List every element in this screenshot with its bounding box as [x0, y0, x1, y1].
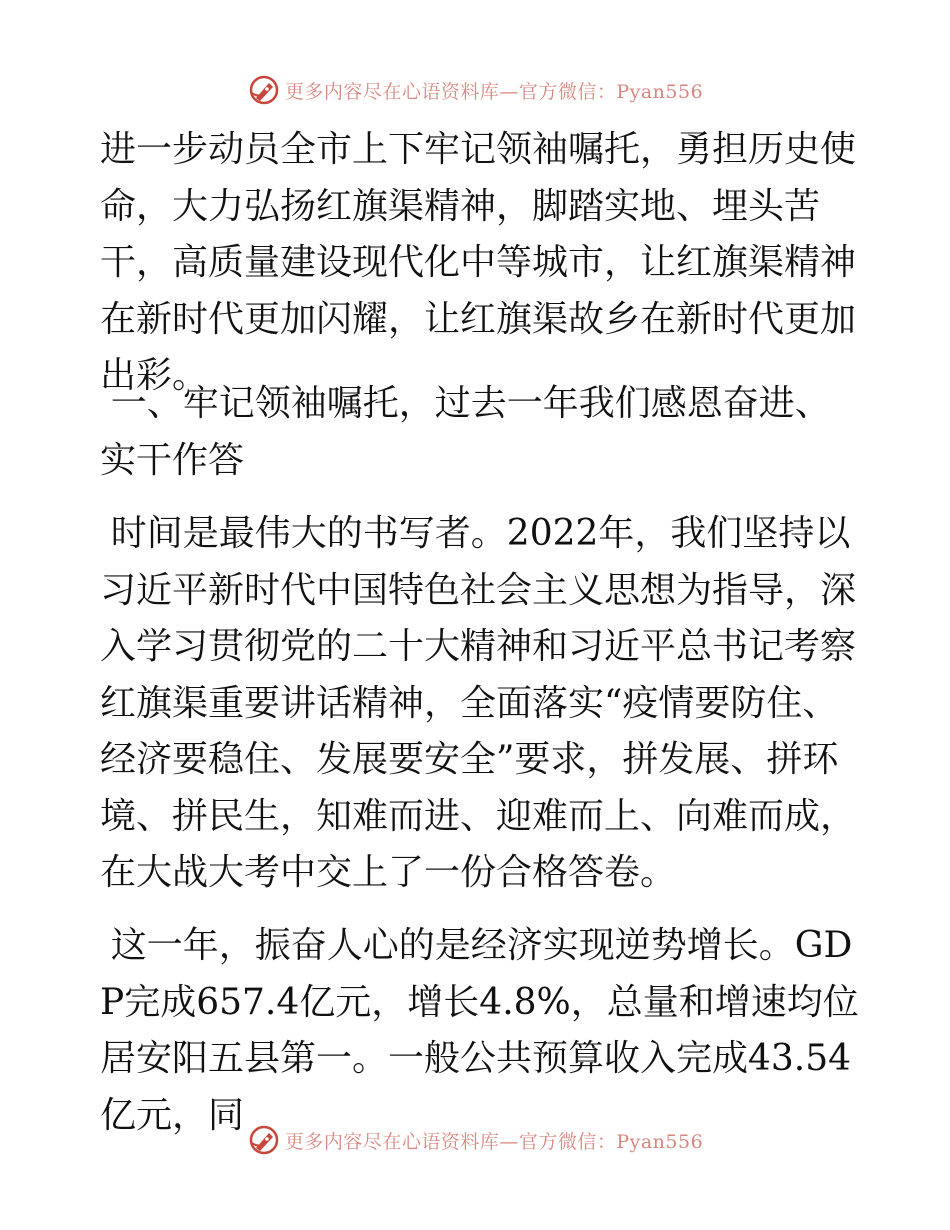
paragraph: 这一年，振奋人心的是经济实现逆势增长。GDP完成657.4亿元，增长4.8%，总量和增速均位居安阳五县第一。一般公共预算收入完成43.54亿元，同	[100, 925, 859, 1136]
watermark-text: 更多内容尽在心语资料库—官方微信：Pyan556	[284, 1130, 704, 1153]
section-heading: 一、牢记领袖嘱托，过去一年我们感恩奋进、实干作答	[100, 383, 831, 481]
document-body	[100, 122, 860, 1136]
header-watermark	[0, 72, 950, 108]
paragraph: 时间是最伟大的书写者。2022年，我们坚持以习近平新时代中国特色社会主义思想为指导，深入学习贯彻党的二十大精神和习近平总书记考察红旗渠重要讲话精神，全面落实“疫情要防住、经济要稳住、发展要安全”要求，拼发展、拼环境、拼民生，知难而进、迎难而上、向难而成，在大战大考中交上了一份合格答卷。	[100, 513, 857, 893]
paragraph: 进一步动员全市上下牢记领袖嘱托，勇担历史使命，大力弘扬红旗渠精神，脚踏实地、埋头苦干，高质量建设现代化中等城市，让红旗渠精神在新时代更加闪耀，让红旗渠故乡在新时代更加出彩。	[100, 129, 857, 396]
pen-nib-logo-icon	[247, 73, 281, 107]
footer-watermark	[0, 1122, 950, 1158]
pen-nib-logo-icon	[247, 1123, 281, 1157]
watermark-text: 更多内容尽在心语资料库—官方微信：Pyan556	[284, 80, 704, 103]
